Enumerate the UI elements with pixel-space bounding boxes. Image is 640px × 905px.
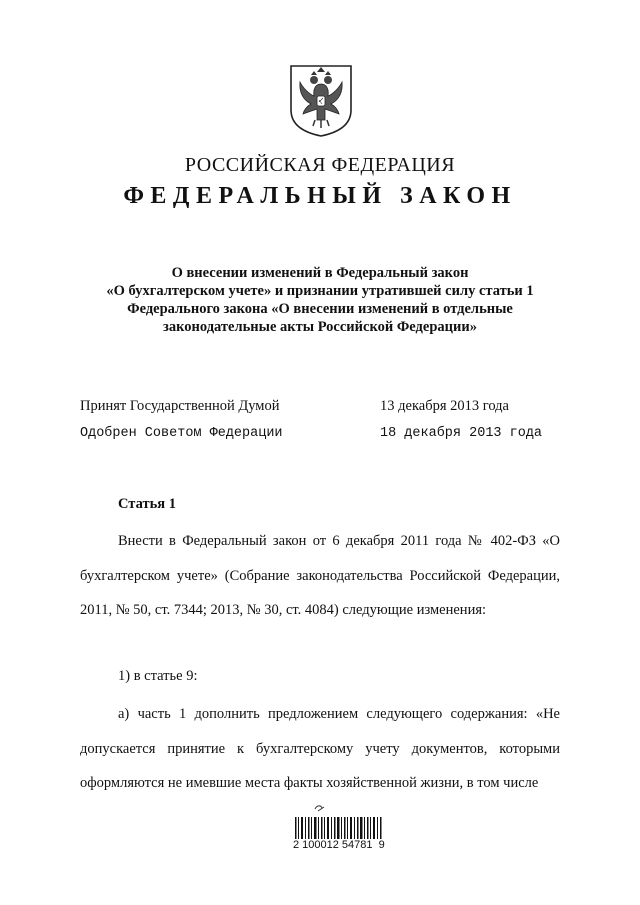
document-type-heading: ФЕДЕРАЛЬНЫЙ ЗАКОН bbox=[123, 183, 517, 209]
article-heading: Статья 1 bbox=[118, 496, 176, 512]
article-intro-paragraph: Внести в Федеральный закон от 6 декабря 2011 года № 402-ФЗ «О бухгалтерском учете» (Собрание законодательства Российской Федерации, 2011, № 50, ст. 7344; 2013, № 30, ст. 4084) следующие изменения: bbox=[80, 533, 560, 618]
law-title-line: законодательные акты Российской Федерации» bbox=[163, 319, 477, 335]
barcode-number: 2 100012 54781 9 bbox=[293, 839, 385, 851]
approval-date: 18 декабря 2013 года bbox=[380, 426, 543, 441]
russian-coat-of-arms-icon bbox=[287, 62, 355, 138]
law-title bbox=[90, 264, 550, 336]
law-title-line: О внесении изменений в Федеральный закон bbox=[171, 265, 469, 281]
article-item-1a: а) часть 1 дополнить предложением следующего содержания: «Не допускается принятие к бухгалтерскому учету документов, которыми оформляются не имевшие места факты хозяйственной жизни, в том числе bbox=[80, 706, 560, 791]
country-name: РОССИЙСКАЯ ФЕДЕРАЦИЯ bbox=[184, 154, 456, 176]
adopted-by: Принят Государственной Думой bbox=[80, 398, 280, 414]
approved-by: Одобрен Советом Федерации bbox=[80, 426, 283, 441]
law-title-line: «О бухгалтерском учете» и признании утратившей силу статьи 1 bbox=[106, 283, 534, 299]
article-item-1: 1) в статье 9: bbox=[118, 668, 198, 684]
adoption-date: 13 декабря 2013 года bbox=[380, 398, 509, 414]
law-title-line: Федерального закона «О внесении изменений в отдельные bbox=[127, 301, 513, 317]
